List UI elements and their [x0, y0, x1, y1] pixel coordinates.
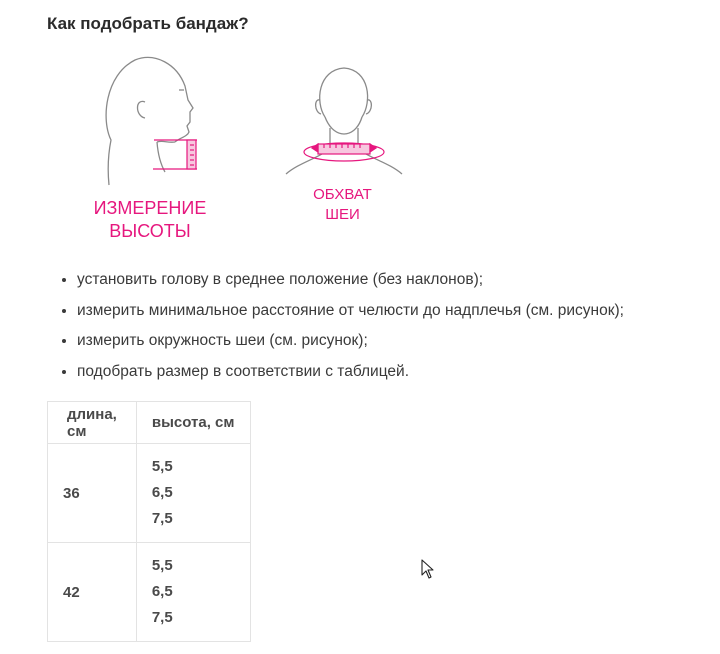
table-row	[48, 543, 251, 642]
height-value: 7,5	[151, 510, 173, 527]
height-caption-line-1: ИЗМЕРЕНИЕ	[93, 198, 207, 218]
column-header-height: высота, см	[136, 402, 251, 444]
list-item: • измерить минимальное расстояние от челюсти до надплечья (см. рисунок);	[77, 296, 624, 327]
height-value: 5,5	[151, 557, 173, 574]
table-header-row	[48, 402, 251, 444]
front-head-illustration	[280, 62, 410, 182]
height-value: 6,5	[151, 583, 173, 600]
length-cell: 42	[48, 543, 137, 642]
heights-cell	[136, 444, 251, 543]
instruction-list	[55, 265, 624, 387]
height-measure-caption	[80, 197, 220, 244]
neck-girth-caption	[290, 185, 395, 224]
heights-cell	[136, 543, 251, 642]
profile-head-illustration	[95, 50, 215, 190]
girth-caption-line-1: ОБХВАТ	[313, 186, 372, 203]
length-cell: 36	[48, 444, 137, 543]
table-row	[48, 444, 251, 543]
column-header-length: длина, см	[48, 402, 137, 444]
list-item: • измерить окружность шеи (см. рисунок);	[77, 326, 624, 357]
page-title: Как подобрать бандаж?	[47, 14, 249, 33]
list-item: • установить голову в среднее положение (без наклонов);	[77, 265, 624, 296]
height-value: 6,5	[151, 484, 173, 501]
mouse-pointer-icon	[421, 559, 435, 579]
height-value: 7,5	[151, 609, 173, 626]
size-table	[47, 401, 251, 642]
girth-caption-line-2: ШЕИ	[325, 205, 360, 223]
height-caption-line-2: ВЫСОТЫ	[109, 221, 191, 242]
list-item: • подобрать размер в соответствии с таблицей.	[77, 357, 624, 388]
height-value: 5,5	[151, 458, 173, 475]
